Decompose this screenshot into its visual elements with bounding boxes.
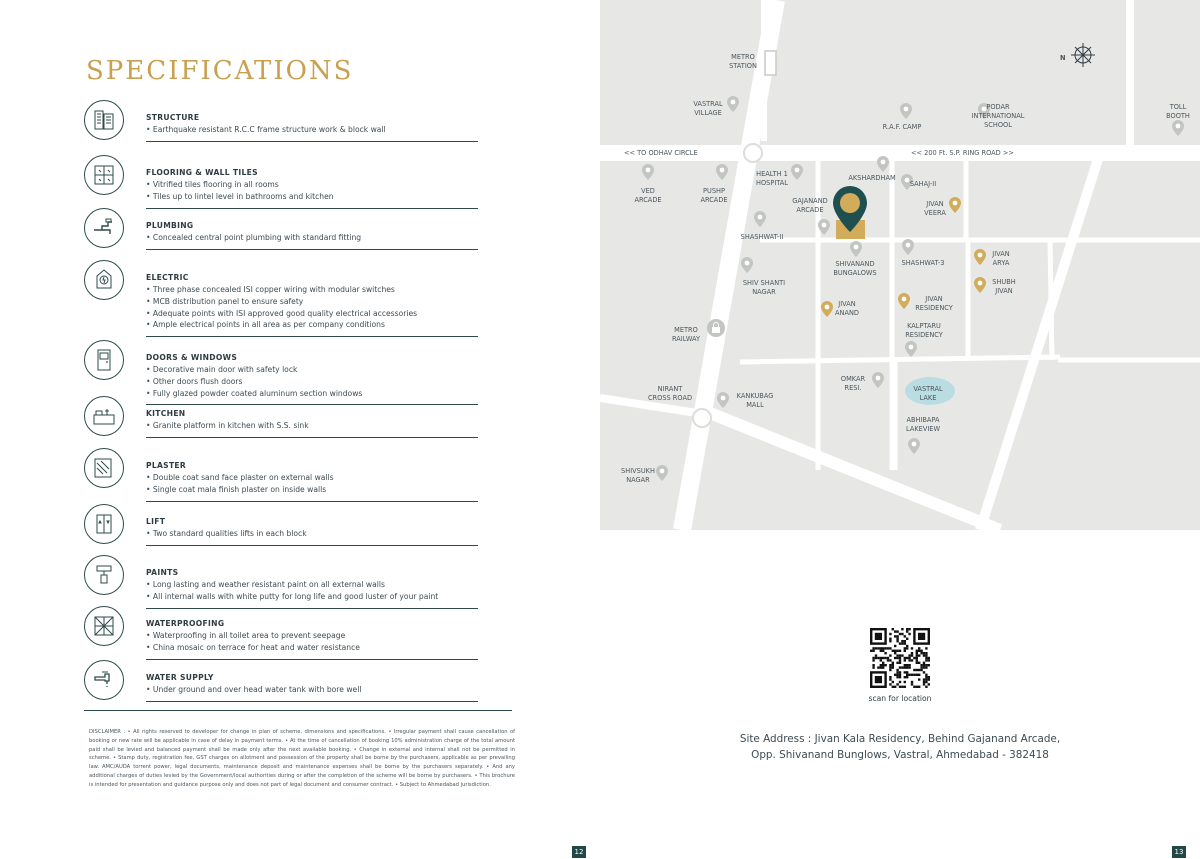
map-label-shivanand: SHIVANAND BUNGALOWS xyxy=(833,260,877,277)
spec-line: • Waterproofing in all toilet area to prevent seepage xyxy=(146,631,346,640)
map-label-metro-station: METRO STATION xyxy=(729,53,757,70)
metro-railway-icon xyxy=(706,318,726,338)
map-label-akshardham: AKSHARDHAM xyxy=(848,174,896,182)
spec-line: • Granite platform in kitchen with S.S. sink xyxy=(146,421,309,430)
map-label-nirant: NIRANT CROSS ROAD xyxy=(647,385,693,402)
spec-line: • Decorative main door with safety lock xyxy=(146,365,298,374)
map-pin-icon xyxy=(741,257,753,273)
spec-line: • China mosaic on terrace for heat and water resistance xyxy=(146,642,360,652)
door-icon xyxy=(84,340,124,380)
map-label-shashwat-ii: SHASHWAT-II xyxy=(740,233,784,241)
spec-line: • Fully glazed powder coated aluminum section windows xyxy=(146,388,363,398)
spec-line: • Three phase concealed ISI copper wiring with modular switches xyxy=(146,285,395,294)
map-label-toll-booth: TOLL BOOTH xyxy=(1166,103,1190,120)
page-title: SPECIFICATIONS xyxy=(86,56,354,86)
road-label-to-odhav: << TO ODHAV CIRCLE xyxy=(624,149,698,157)
map-label-jivan-veera: JIVAN VEERA xyxy=(924,200,946,217)
map-pin-icon xyxy=(974,249,986,265)
map-label-abhibapa: ABHIBAPA LAKEVIEW xyxy=(906,416,940,433)
tiles-icon xyxy=(84,155,124,195)
spec-heading: STRUCTURE xyxy=(146,113,200,122)
map-label-ved-arcade: VED ARCADE xyxy=(634,187,662,204)
map-label-jivan-residency: JIVAN RESIDENCY xyxy=(915,295,953,312)
divider xyxy=(146,404,478,405)
spec-line: • Adequate points with ISI approved good quality electrical accessories xyxy=(146,308,418,318)
map-label-vastral-lake: VASTRAL LAKE xyxy=(913,385,943,402)
divider xyxy=(146,701,478,702)
waterproofing-icon xyxy=(84,606,124,646)
divider xyxy=(146,608,478,609)
map-label-kankubag: KANKUBAG MALL xyxy=(736,392,774,409)
map-label-metro-railway: METRO RAILWAY xyxy=(671,326,701,343)
map-pin-icon xyxy=(791,164,803,180)
map-label-shiv-shanti: SHIV SHANTI NAGAR xyxy=(742,279,786,296)
spec-line: • Ample electrical points in all area as per company conditions xyxy=(146,320,385,330)
page-number-right: 13 xyxy=(1172,846,1186,858)
location-map[interactable] xyxy=(600,0,1200,530)
map-pin-icon xyxy=(1172,120,1184,136)
divider xyxy=(146,545,478,546)
qr-code[interactable] xyxy=(870,628,930,688)
map-pin-icon xyxy=(900,103,912,119)
spec-line: • Long lasting and weather resistant paint on all external walls xyxy=(146,580,385,589)
qr-caption: scan for location xyxy=(868,694,932,703)
map-pin-icon xyxy=(642,164,654,180)
map-label-jivan-anand: JIVAN ANAND xyxy=(835,300,859,317)
divider xyxy=(146,336,478,337)
disclaimer-text: DISCLAIMER : • All rights reserved to developer for change in plan of scheme, dimensions and specifications. • Irregular payment shall cause cancellation of booking or new rate will be applicable in case of delay in payment terms. • At the time of cancellation of booking 10% administration charge of the total amount paid shall be levied and balanced payment shall be made only after the next available booking. • Change in external and internal shall not be permitted in scheme. • Stamp duty, registration fee, GST charges on allotment and possession of the property shall be borne by the purchasers, applicable as per prevailing law. AMC/AUDA torrent power, legal documents, maintenance deposit and maintenance expenses shall be borne by the purchasers separately. • And any additional charges of duties levied by the Government/local authorities during or after the completion of the scheme will be borne by purchasers. • This brochure is intended for presentation and guidance purpose only and does not part of legal document and consumer contract. • Subject to Ahmedabad jurisdiction. xyxy=(89,729,515,788)
spec-line: • Double coat sand face plaster on external walls xyxy=(146,473,334,482)
spec-line: • Other doors flush doors xyxy=(146,376,243,386)
spec-line: • MCB distribution panel to ensure safety xyxy=(146,296,304,306)
electric-icon xyxy=(84,260,124,300)
spec-line: • All internal walls with white putty for long life and good luster of your paint xyxy=(146,591,439,601)
road-label-ring-road: << 200 Ft. S.P. RING ROAD >> xyxy=(911,149,1014,157)
map-pin-icon xyxy=(818,219,830,235)
spec-heading: LIFT xyxy=(146,517,166,526)
spec-heading: DOORS & WINDOWS xyxy=(146,353,238,362)
map-label-podar: PODAR INTERNATIONAL SCHOOL xyxy=(971,103,1025,129)
map-roads xyxy=(600,0,1200,530)
spec-heading: PAINTS xyxy=(146,568,179,577)
spec-line: • Under ground and over head water tank with bore well xyxy=(146,685,362,694)
map-pin-icon xyxy=(821,301,833,317)
spec-line: • Single coat mala finish plaster on inside walls xyxy=(146,484,327,494)
map-label-shubh-jivan: SHUBH JIVAN xyxy=(992,278,1016,295)
water-tap-icon xyxy=(84,660,124,700)
map-label-vastral-village: VASTRAL VILLAGE xyxy=(693,100,723,117)
map-label-sahaj: SAHAJ-II xyxy=(909,180,937,188)
map-label-kalptaru: KALPTARU RESIDENCY xyxy=(905,322,943,339)
map-label-raf-camp: R.A.F. CAMP xyxy=(882,123,922,131)
map-pin-icon xyxy=(717,392,729,408)
divider xyxy=(84,710,512,711)
spec-heading: PLASTER xyxy=(146,461,187,470)
map-pin-icon xyxy=(727,96,739,112)
spec-line: • Vitrified tiles flooring in all rooms xyxy=(146,180,279,189)
site-address xyxy=(740,731,1060,763)
map-pin-icon xyxy=(902,239,914,255)
plumbing-icon xyxy=(84,208,124,248)
right-page xyxy=(600,0,1200,859)
spec-line: • Two standard qualities lifts in each block xyxy=(146,529,307,538)
spec-line: • Concealed central point plumbing with standard fitting xyxy=(146,233,362,242)
divider xyxy=(146,659,478,660)
divider xyxy=(146,501,478,502)
spec-heading: WATER SUPPLY xyxy=(146,673,214,682)
divider xyxy=(146,437,478,438)
spec-heading: PLUMBING xyxy=(146,221,194,230)
map-label-jivan-arya: JIVAN ARYA xyxy=(992,250,1010,267)
map-pin-icon xyxy=(877,156,889,172)
spec-heading: WATERPROOFING xyxy=(146,619,225,628)
divider xyxy=(146,249,478,250)
map-label-shashwat-3: SHASHWAT-3 xyxy=(901,259,945,267)
kitchen-icon xyxy=(84,396,124,436)
map-label-shivsukh: SHIVSUKH NAGAR xyxy=(621,467,655,484)
paint-icon xyxy=(84,555,124,595)
map-pin-icon xyxy=(716,164,728,180)
structure-icon xyxy=(84,100,124,140)
map-label-pushp-arcade: PUSHP ARCADE xyxy=(700,187,728,204)
address-line-2: Opp. Shivanand Bunglows, Vastral, Ahmedabad - 382418 xyxy=(751,749,1049,761)
map-pin-icon xyxy=(656,465,668,481)
page-number-left: 12 xyxy=(572,846,586,858)
map-pin-icon xyxy=(974,277,986,293)
spec-line: • Earthquake resistant R.C.C frame structure work & block wall xyxy=(146,125,386,134)
map-label-gajanand: GAJANAND ARCADE xyxy=(792,197,828,214)
map-label-omkar: OMKAR RESI. xyxy=(840,375,866,392)
divider xyxy=(146,208,478,209)
spec-heading: ELECTRIC xyxy=(146,273,189,282)
map-pin-icon xyxy=(949,197,961,213)
map-pin-icon xyxy=(872,372,884,388)
address-line-1: Site Address : Jivan Kala Residency, Behind Gajanand Arcade, xyxy=(739,733,1061,745)
map-pin-icon xyxy=(905,341,917,357)
spec-heading: FLOORING & WALL TILES xyxy=(146,168,258,177)
map-pin-icon xyxy=(908,438,920,454)
compass-north-label: N xyxy=(1060,54,1066,62)
spec-line: • Tiles up to lintel level in bathrooms and kitchen xyxy=(146,191,334,201)
map-pin-icon xyxy=(850,241,862,257)
plaster-icon xyxy=(84,448,124,488)
map-label-health-hospital: HEALTH 1 HOSPITAL xyxy=(756,170,788,187)
divider xyxy=(146,141,478,142)
map-pin-icon xyxy=(754,211,766,227)
lift-icon xyxy=(84,504,124,544)
map-pin-icon xyxy=(898,293,910,309)
spec-heading: KITCHEN xyxy=(146,409,186,418)
